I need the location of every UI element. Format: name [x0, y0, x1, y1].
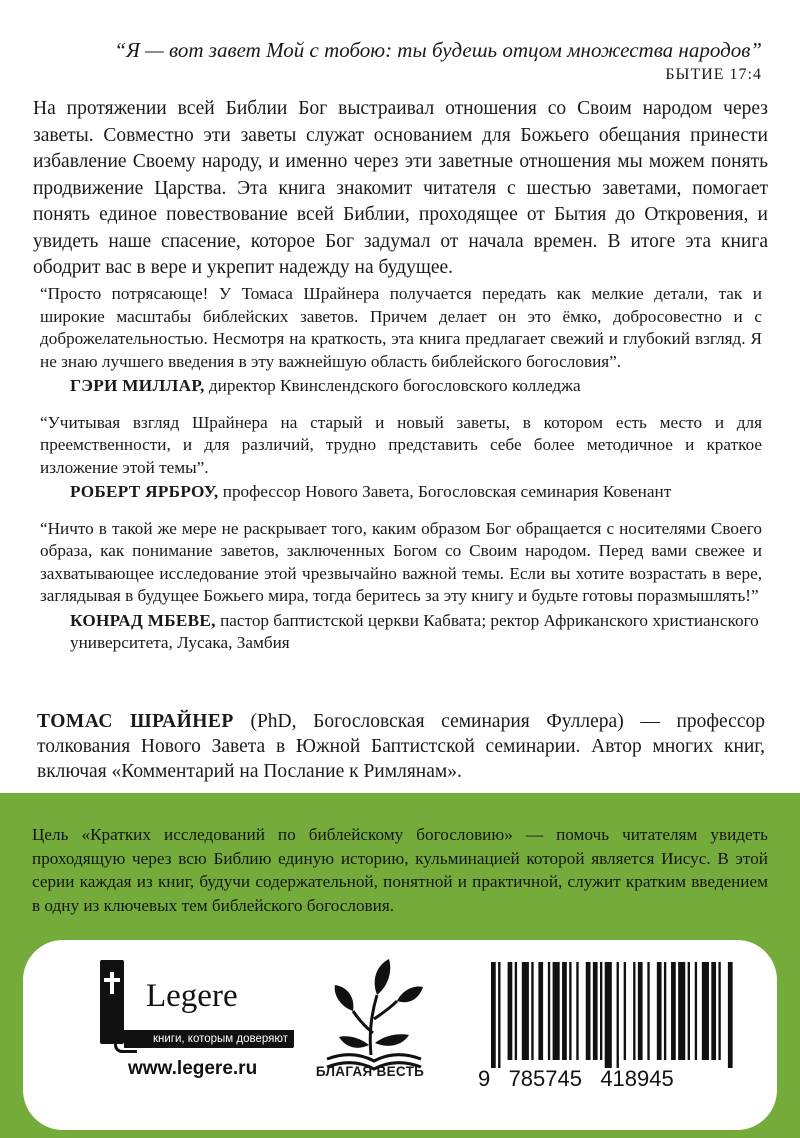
publisher-tagline: книги, которым доверяют — [124, 1030, 294, 1048]
endorsement-quote: “Учитывая взгляд Шрайнера на старый и новый заветы, в котором есть место и для преемственности, и для различий, трудно представить себе более методичное и краткое изложение этой темы”. — [40, 412, 762, 477]
barcode-bar — [664, 962, 666, 1060]
barcode-bar — [498, 962, 500, 1068]
barcode-bar — [508, 962, 513, 1060]
endorsement-quote: “Просто потрясающе! У Томаса Шрайнера получается передать как мелкие детали, так и широкие масштабы библейских заветов. Причем делает он это ёмко, добросовестно и с доброжелательностью. Несмотря на краткость, эта книга предлагает свежий и глубокий взгляд. Я не знаю лучшего введения в эту важнейшую область библейского богословия”. — [40, 284, 762, 371]
endorser-name: КОНРАД МБЕВЕ, — [70, 610, 216, 630]
barcode-bar — [562, 962, 567, 1060]
endorser-name: ГЭРИ МИЛЛАР, — [70, 376, 205, 395]
publisher-name: Legere — [146, 978, 238, 1014]
author-name: ТОМАС ШРАЙНЕР — [37, 711, 234, 732]
barcode-bar — [586, 962, 591, 1060]
endorsement — [40, 283, 762, 398]
publisher-website: www.legere.ru — [128, 1058, 258, 1079]
barcode-bar — [491, 962, 496, 1068]
barcode-bar — [718, 962, 720, 1060]
endorsement-author — [70, 481, 762, 504]
epigraph-quote: “Я — вот завет Мой с тобою: ты будешь отцом множества народов” — [114, 38, 762, 62]
endorser-title: пастор баптистской церкви Кабвата; ректор Африканского христианского университета, Лусака, Замбия — [70, 610, 759, 652]
barcode-bar — [638, 962, 643, 1060]
barcode-bar — [569, 962, 571, 1060]
series-description: Цель «Кратких исследований по библейскому богословию» — помочь читателям увидеть проходящую через всю Библию единую историю, кульминацией которой является Иисус. В этой серии каждая из книг, будучи содержательной, понятной и практичной, служит кратким введением в одну из ключевых тем библейского богословия. — [32, 825, 768, 915]
barcode-bar — [678, 962, 685, 1060]
endorser-title: профессор Нового Завета, Богословская семинария Ковенант — [218, 482, 672, 501]
endorser-name: РОБЕРТ ЯРБРОУ, — [70, 482, 219, 501]
barcode-bar — [695, 962, 697, 1060]
author-bio — [37, 709, 765, 784]
barcode — [491, 962, 735, 1068]
barcode-bar — [515, 962, 517, 1060]
barcode-bar — [538, 962, 543, 1060]
publisher-panel — [23, 940, 777, 1130]
endorsement — [40, 412, 762, 504]
barcode-bar — [600, 962, 602, 1060]
tree-book-icon — [319, 955, 429, 1105]
barcode-bar — [657, 962, 662, 1060]
book-icon — [100, 960, 124, 1044]
barcode-bar — [647, 962, 649, 1060]
cross-icon — [104, 972, 120, 994]
barcode-bar — [531, 962, 533, 1060]
intro-paragraph: На протяжении всей Библии Бог выстраивал отношения со Своим народом через заветы. Совместно эти заветы служат основанием для Божьего обещания принести избавление Своему народу, и именно через эти заветные отношения мы можем понять продвижение Царства. Эта книга знакомит читателя с шестью заветами, помогает понять единое повествование всей Библии, проходящее от Бытия до Откровения, и увидеть наше спасение, которое Бог задумал от начала времен. В итоге эта книга ободрит вас в вере и укрепит надежду на будущее. — [33, 98, 768, 278]
barcode-bar — [702, 962, 709, 1060]
endorsement-author — [70, 375, 762, 398]
barcode-bar — [671, 962, 676, 1060]
barcode-bar — [593, 962, 598, 1060]
barcode-bar — [688, 962, 690, 1060]
endorsement-author — [70, 610, 762, 655]
legere-logo — [100, 960, 290, 1060]
barcode-bar — [633, 962, 635, 1060]
epigraph — [40, 38, 762, 84]
barcode-bar — [711, 962, 716, 1060]
barcode-bar — [605, 962, 612, 1068]
barcode-bar — [617, 962, 619, 1068]
author-bio-text: (PhD, Богословская семинария Фуллера) — профессор толкования Нового Завета в Южной Баптистской семинарии. Автор многих книг, включая «Комментарий на Послание к Римлянам». — [37, 711, 765, 782]
barcode-bar — [728, 962, 733, 1068]
endorser-title: директор Квинслендского богословского колледжа — [204, 376, 581, 395]
copublisher-name: БЛАГАЯ ВЕСТЬ — [315, 1064, 425, 1079]
barcode-bar — [553, 962, 560, 1060]
endorsements — [40, 283, 762, 669]
endorsement — [40, 518, 762, 655]
barcode-digits: 9 785745 418945 — [478, 1066, 674, 1091]
barcode-bar — [522, 962, 529, 1060]
barcode-bar — [624, 962, 626, 1060]
endorsement-quote: “Ничто в такой же мере не раскрывает того, каким образом Бог обращается с носителями Своего образа, как понимание заветов, заключенных Богом со Своим народом. Перед вами свежее и захватывающее исследование этой чрезвычайно важной темы. Если вы хотите возрастать в вере, заглядывая в будущее Божьего мира, тогда беритесь за эту книгу и будьте готовы поразмышлять!” — [40, 518, 762, 605]
barcode-bar — [576, 962, 578, 1060]
epigraph-reference: БЫТИЕ 17:4 — [665, 66, 762, 83]
barcode-bar — [548, 962, 550, 1060]
